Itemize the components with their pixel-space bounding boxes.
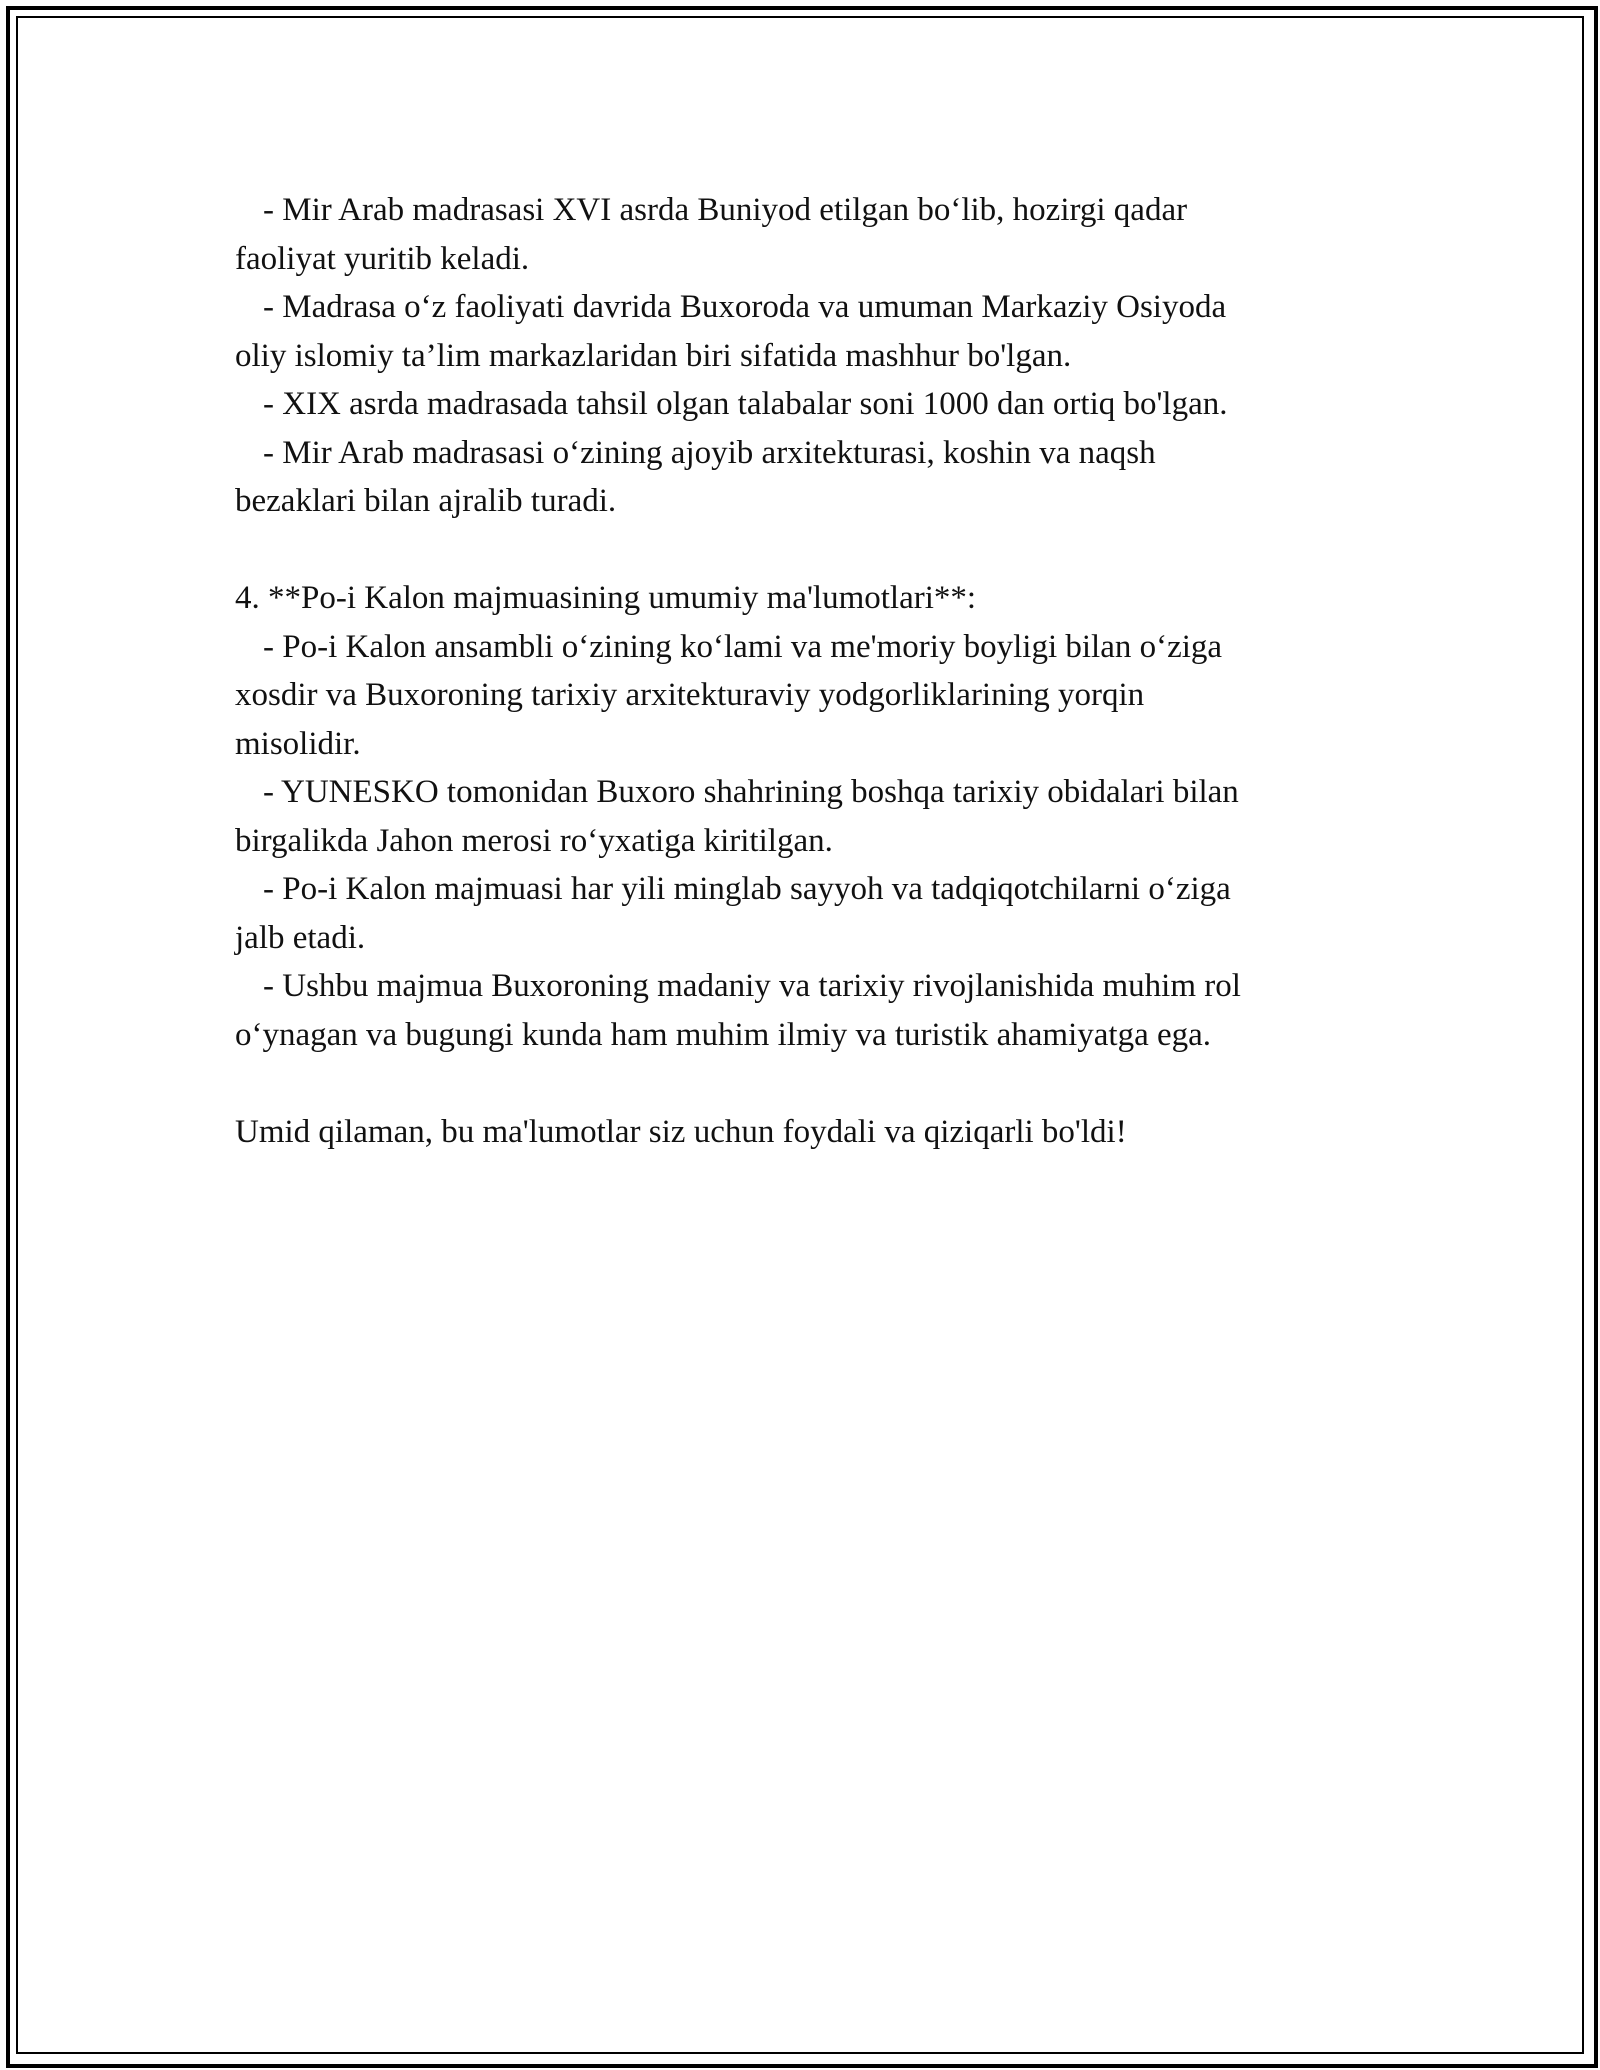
section-heading: 4. **Po-i Kalon majmuasining umumiy ma'lumotlari**: <box>235 580 977 616</box>
bullet-continuation: o‘ynagan va bugungi kunda ham muhim ilmiy va turistik ahamiyatga ega. <box>235 1016 1212 1053</box>
bullet-line: - XIX asrda madrasada tahsil olgan talabalar soni 1000 dan ortiq bo'lgan. <box>263 386 1228 422</box>
bullet-line: - YUNESKO tomonidan Buxoro shahrining boshqa tarixiy obidalari bilan <box>263 774 1239 810</box>
bullet-line: - Ushbu majmua Buxoroning madaniy va tarixiy rivojlanishida muhim rol <box>263 968 1241 1004</box>
closing-sentence: Umid qilaman, bu ma'lumotlar siz uchun foydali va qiziqarli bo'ldi! <box>235 1113 1127 1150</box>
bullet-continuation: birgalikda Jahon merosi ro‘yxatiga kiritilgan. <box>235 822 833 859</box>
bullet-continuation: bezaklari bilan ajralib turadi. <box>235 483 617 519</box>
bullet-continuation: misolidir. <box>235 725 361 762</box>
bullet-continuation: jalb etadi. <box>235 919 366 956</box>
bullet-continuation: oliy islomiy ta’lim markazlaridan biri sifatida mashhur bo'lgan. <box>235 337 1072 374</box>
paragraph-gap <box>235 1059 1375 1108</box>
bullet-line: - Po-i Kalon majmuasi har yili minglab sayyoh va tadqiqotchilarni o‘ziga <box>263 871 1231 907</box>
bullet-continuation: faoliyat yuritib keladi. <box>235 240 530 277</box>
bullet-line: - Mir Arab madrasasi XVI asrda Buniyod etilgan bo‘lib, hozirgi qadar <box>263 192 1188 228</box>
bullet-continuation: xosdir va Buxoroning tarixiy arxitekturaviy yodgorliklarining yorqin <box>235 677 1145 713</box>
bullet-line: - Mir Arab madrasasi o‘zining ajoyib arxitekturasi, koshin va naqsh <box>263 434 1156 471</box>
paragraph-gap <box>235 526 1375 575</box>
document-body <box>235 186 1375 1156</box>
bullet-line: - Po-i Kalon ansambli o‘zining ko‘lami va me'moriy boyligi bilan o‘ziga <box>263 628 1223 665</box>
bullet-line: - Madrasa o‘z faoliyati davrida Buxoroda va umuman Markaziy Osiyoda <box>263 289 1227 325</box>
